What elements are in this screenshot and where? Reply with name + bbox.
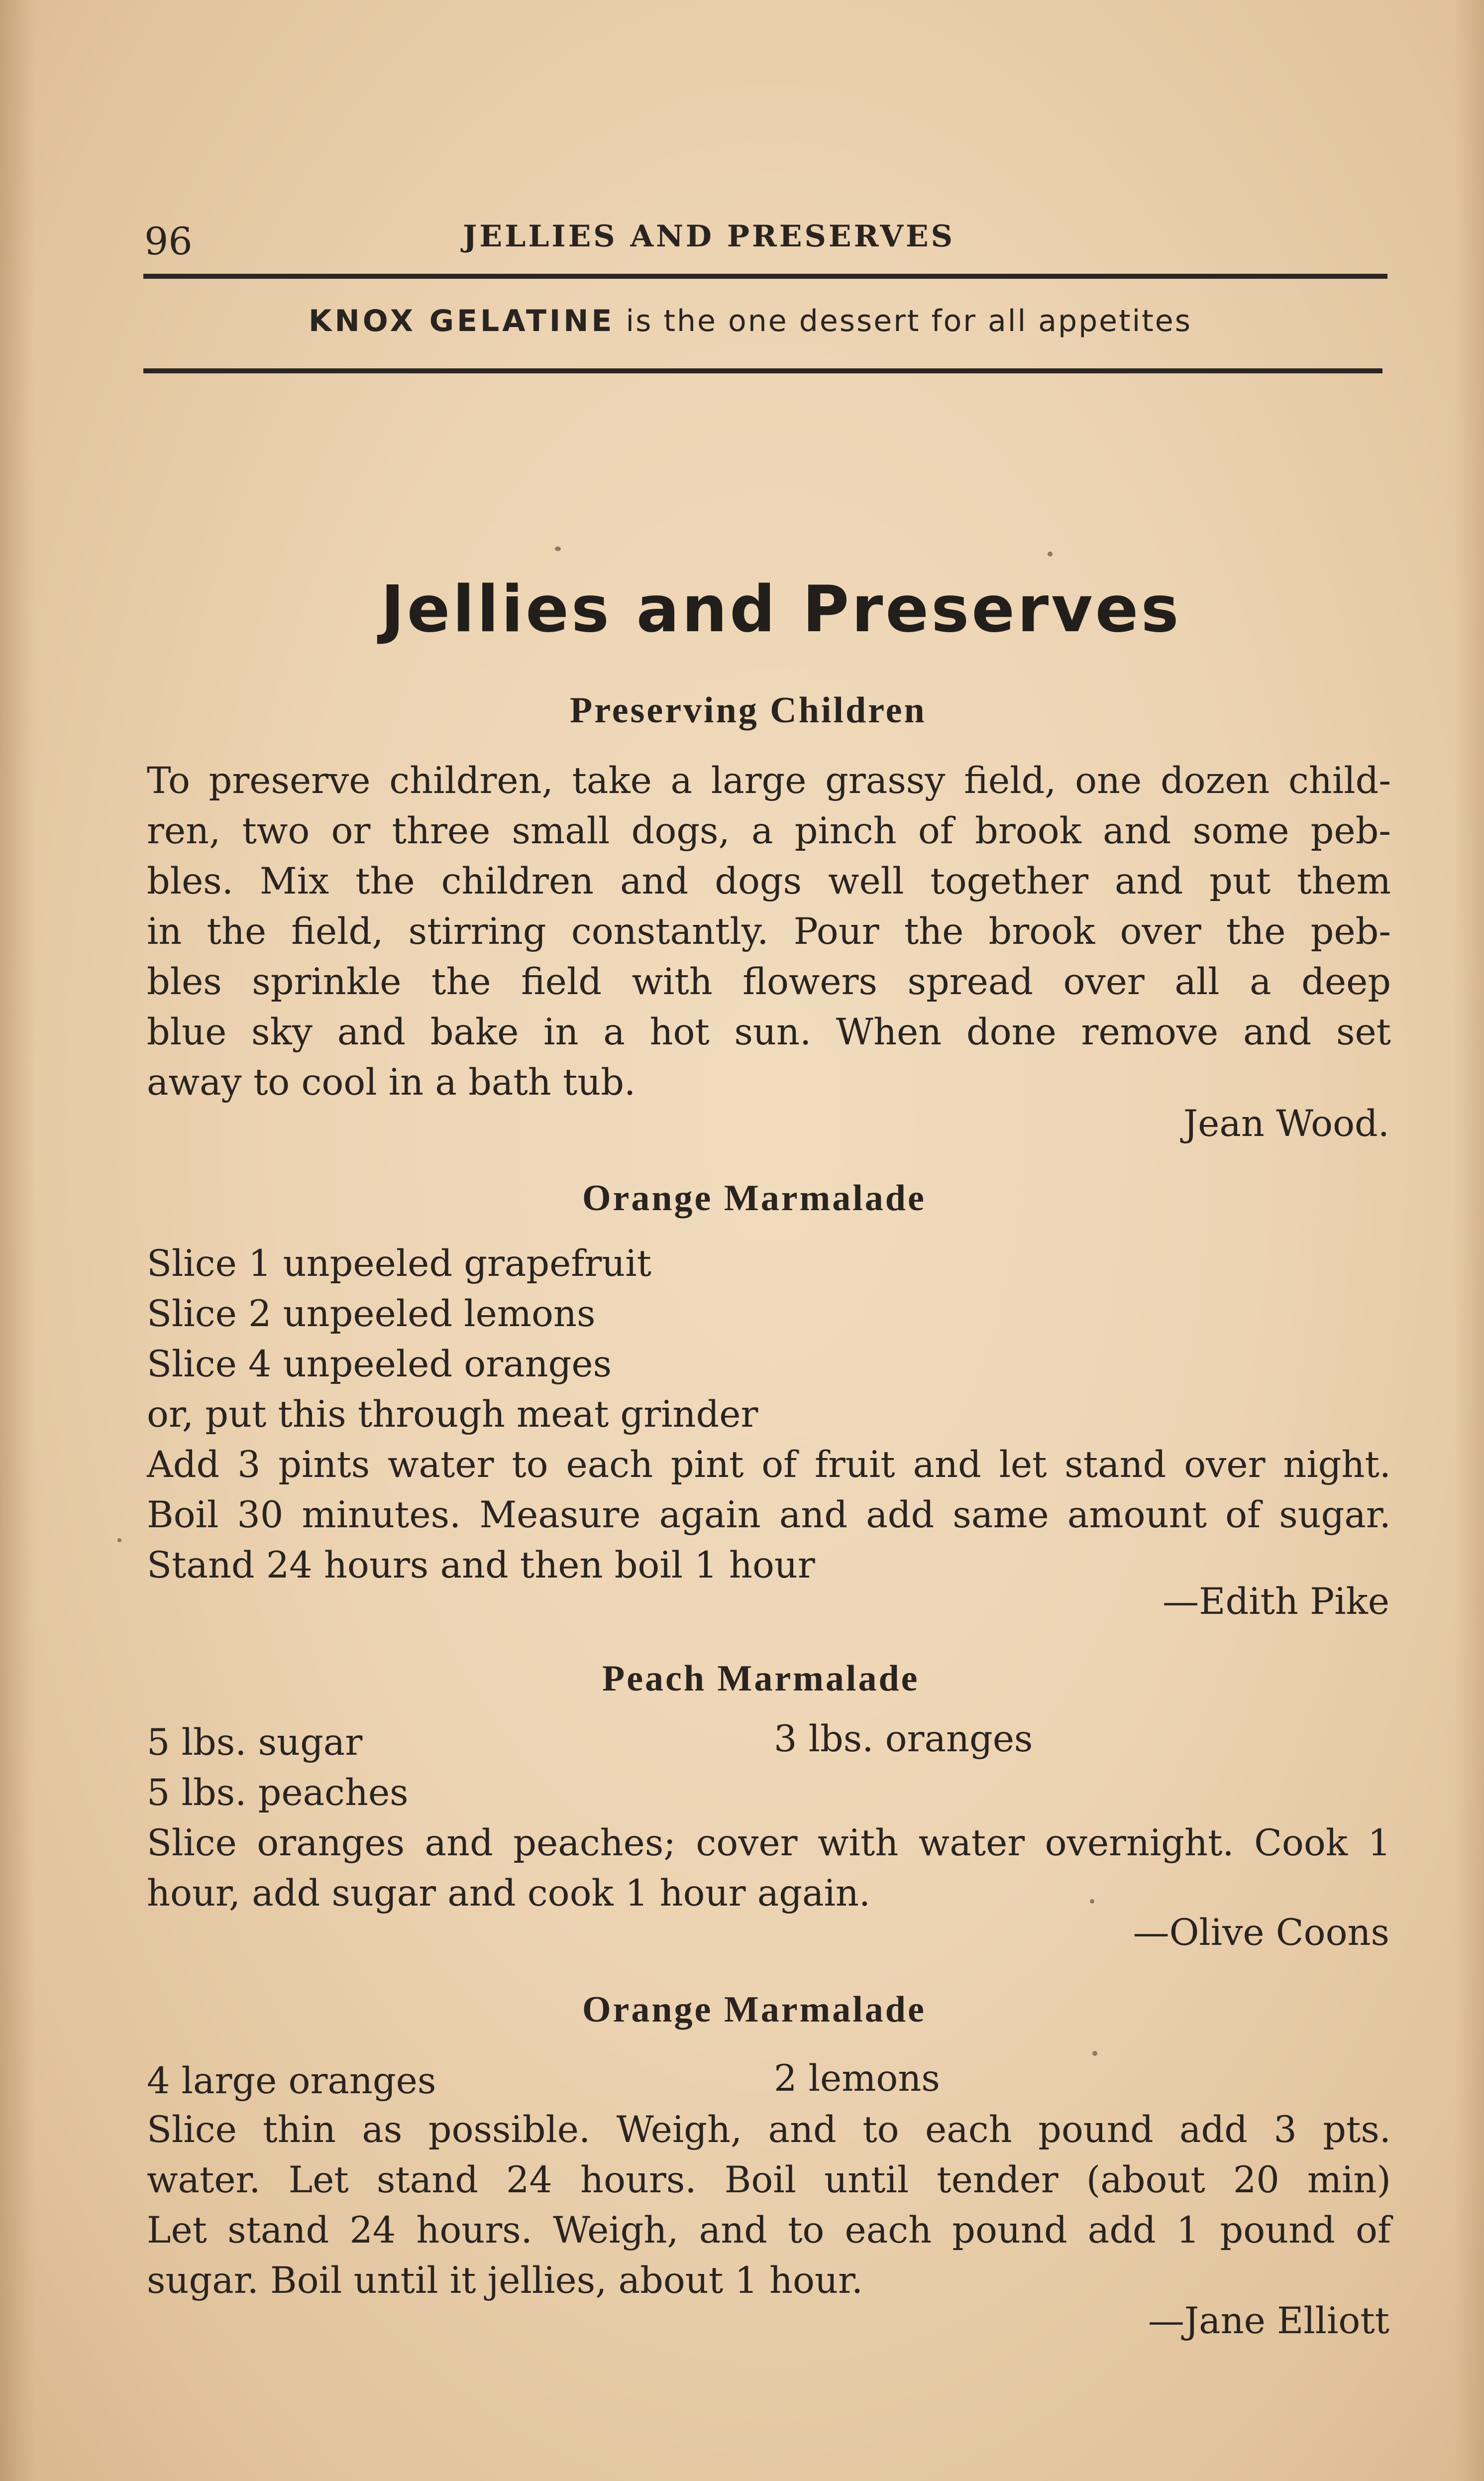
recipe-author: —Edith Pike	[1163, 1580, 1389, 1623]
page-edge-shadow-right	[1454, 0, 1484, 2481]
text-line: Add 3 pints water to each pint of fruit and let stand over night.	[147, 1444, 1391, 1486]
recipe-author: —Jane Elliott	[1148, 2300, 1389, 2342]
header-rule-top	[143, 274, 1387, 279]
text-line: hour, add sugar and cook 1 hour again.	[147, 1872, 871, 1915]
text-line: water. Let stand 24 hours. Boil until tender (about 20 min)	[147, 2159, 1391, 2201]
text-line: in the field, stirring constantly. Pour the brook over the peb-	[147, 910, 1391, 953]
page-edge-shadow-left	[0, 0, 35, 2481]
ingredient-list-left	[147, 2056, 436, 2106]
text-line: To preserve children, take a large grassy field, one dozen child-	[147, 760, 1391, 802]
ingredient: 4 large oranges	[147, 2060, 436, 2102]
text-line: Boil 30 minutes. Measure again and add same amount of sugar.	[147, 1494, 1391, 1536]
recipe-heading: Orange Marmalade	[582, 1989, 926, 2030]
text-line: Slice oranges and peaches; cover with water overnight. Cook 1	[147, 1822, 1391, 1864]
page-title: Jellies and Preserves	[381, 572, 1181, 647]
ingredient-list-left	[147, 1717, 409, 1818]
text-line: bles. Mix the children and dogs well together and put them	[147, 860, 1391, 902]
text-line: Slice 4 unpeeled oranges	[147, 1343, 612, 1385]
recipe-heading: Orange Marmalade	[582, 1178, 926, 1219]
ingredient: 5 lbs. peaches	[147, 1772, 409, 1814]
recipe-body	[147, 2105, 1391, 2306]
text-line: away to cool in a bath tub.	[147, 1061, 636, 1104]
recipe-heading: Preserving Children	[570, 690, 927, 731]
text-line: Slice thin as possible. Weigh, and to each pound add 3 pts.	[147, 2109, 1391, 2151]
ingredient: 3 lbs. oranges	[774, 1718, 1033, 1760]
paper-speck	[1090, 1899, 1094, 1904]
text-line: or, put this through meat grinder	[147, 1393, 758, 1436]
slogan-brand: KNOX GELATINE	[309, 304, 615, 338]
text-line: bles sprinkle the field with flowers spread over all a deep	[147, 961, 1391, 1003]
recipe-author: Jean Wood.	[1183, 1103, 1389, 1145]
text-line: Slice 2 unpeeled lemons	[147, 1293, 596, 1335]
ingredient-list-right	[774, 1714, 1033, 1764]
text-line: ren, two or three small dogs, a pinch of brook and some peb-	[147, 810, 1391, 852]
ingredient: 2 lemons	[774, 2057, 940, 2100]
recipe-body	[147, 1239, 758, 1440]
text-line: blue sky and bake in a hot sun. When done remove and set	[147, 1011, 1391, 1053]
header-rule-bottom	[143, 368, 1382, 373]
slogan	[309, 304, 1192, 338]
recipe-body	[147, 1818, 1391, 1918]
text-line: Slice 1 unpeeled grapefruit	[147, 1242, 651, 1285]
text-line: Let stand 24 hours. Weigh, and to each pound add 1 pound of	[147, 2209, 1391, 2252]
text-line: Stand 24 hours and then boil 1 hour	[147, 1544, 815, 1586]
running-title: JELLIES AND PRESERVES	[463, 219, 955, 254]
recipe-body-continued	[147, 1440, 1391, 1590]
paper-speck	[555, 547, 561, 551]
slogan-text: is the one dessert for all appetites	[626, 304, 1192, 338]
paper-speck	[117, 1538, 121, 1542]
ingredient-list-right	[774, 2053, 940, 2104]
ingredient: 5 lbs. sugar	[147, 1721, 363, 1764]
recipe-author: —Olive Coons	[1133, 1912, 1389, 1954]
recipe-heading: Peach Marmalade	[602, 1658, 920, 1699]
recipe-body	[147, 756, 1391, 1108]
paper-speck	[1092, 2051, 1097, 2056]
paper-speck	[1048, 552, 1053, 557]
page-number: 96	[144, 219, 193, 263]
text-line: sugar. Boil until it jellies, about 1 hour.	[147, 2259, 863, 2302]
